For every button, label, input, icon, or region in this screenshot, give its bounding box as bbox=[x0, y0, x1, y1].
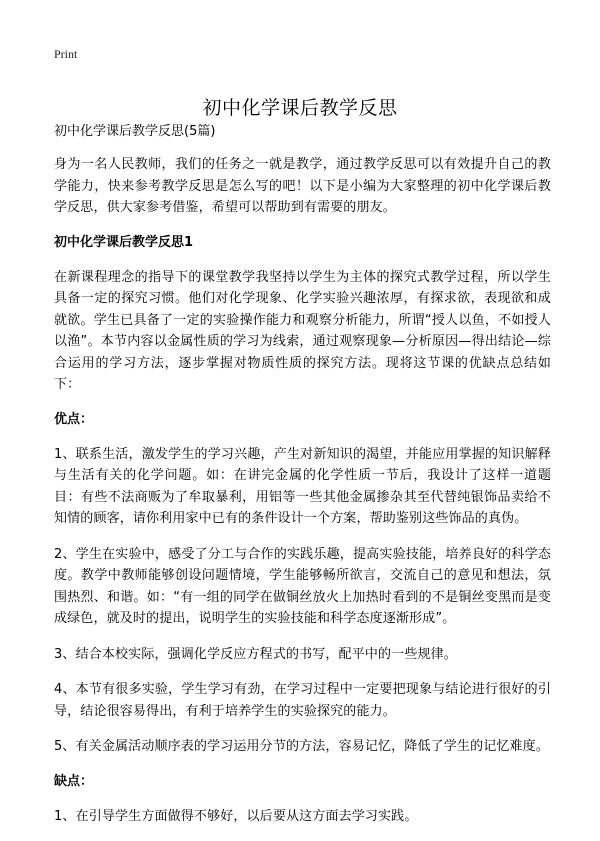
advantage-item-3: 3、结合本校实际，强调化学反应方程式的书写，配平中的一些规律。 bbox=[54, 646, 457, 662]
disadvantage-item-1: 1、在引导学生方面做得不够好，以后要从这方面去学习实践。 bbox=[54, 808, 418, 824]
document-body bbox=[54, 122, 551, 841]
document-subtitle: 初中化学课后教学反思(5篇) bbox=[54, 124, 216, 139]
advantage-item-4: 4、本节有很多实验，学生学习有劲，在学习过程中一定要把现象与结论进行很好的引导，结论很容易得出，有利于培养学生的实验探究的能力。 bbox=[54, 682, 551, 719]
section1-heading: 初中化学课后教学反思1 bbox=[54, 234, 194, 250]
advantages-heading: 优点： bbox=[54, 411, 94, 427]
intro-paragraph: 身为一名人民教师，我们的任务之一就是教学，通过教学反思可以有效提升自己的教学能力，快来参考教学反思是怎么写的吧！以下是小编为大家整理的初中化学课后教学反思，供大家参考借鉴，希望可以帮助到有需要的朋友。 bbox=[54, 157, 551, 215]
advantage-item-5: 5、有关金属活动顺序表的学习运用分节的方法，容易记忆，降低了学生的记忆难度。 bbox=[54, 739, 549, 754]
document-title: 初中化学课后教学反思 bbox=[202, 96, 398, 119]
disadvantages-heading: 缺点： bbox=[54, 773, 94, 789]
section1-paragraph: 在新课程理念的指导下的课堂教学我坚持以学生为主体的探究式教学过程，所以学生具备一定的探究习惯。他们对化学现象、化学实验兴趣浓厚，有探求欲，表现欲和成就欲。学生已具备了一定的实验操作能力和观察分析能力，所谓“授人以鱼，不如授人以渔”。本节内容以金属性质的学习为线索，通过观察现象—分析原因—得出结论—综合运用的学习方法，逐步掌握对物质性质的探究方法。现将这节课的优缺点总结如下： bbox=[54, 269, 551, 392]
advantage-item-2: 2、学生在实验中，感受了分工与合作的实践乐趣，提高实验技能，培养良好的科学态度。教学中教师能够创设问题情境，学生能够畅所欲言，交流自己的意见和想法，氛围热烈、和谐。如：“有一组的同学在做铜丝放火上加热时看到的不是铜丝变黑而是变成绿色，就及时的提出，说明学生的实验技能和科学态度逐渐形成”。 bbox=[54, 546, 551, 626]
advantage-item-1: 1、联系生活，激发学生的学习兴趣，产生对新知识的渴望，并能应用掌握的知识解释与生活有关的化学问题。如：在讲完金属的化学性质一节后，我设计了这样一道题目：有些不法商贩为了牟取暴利，用铝等一些其他金属掺杂其至代替纯银饰品卖给不知情的顾客，请你利用家中已有的条件设计一个方案，帮助鉴别这些饰品的真伪。 bbox=[54, 446, 551, 526]
print-label: Print bbox=[54, 47, 78, 61]
